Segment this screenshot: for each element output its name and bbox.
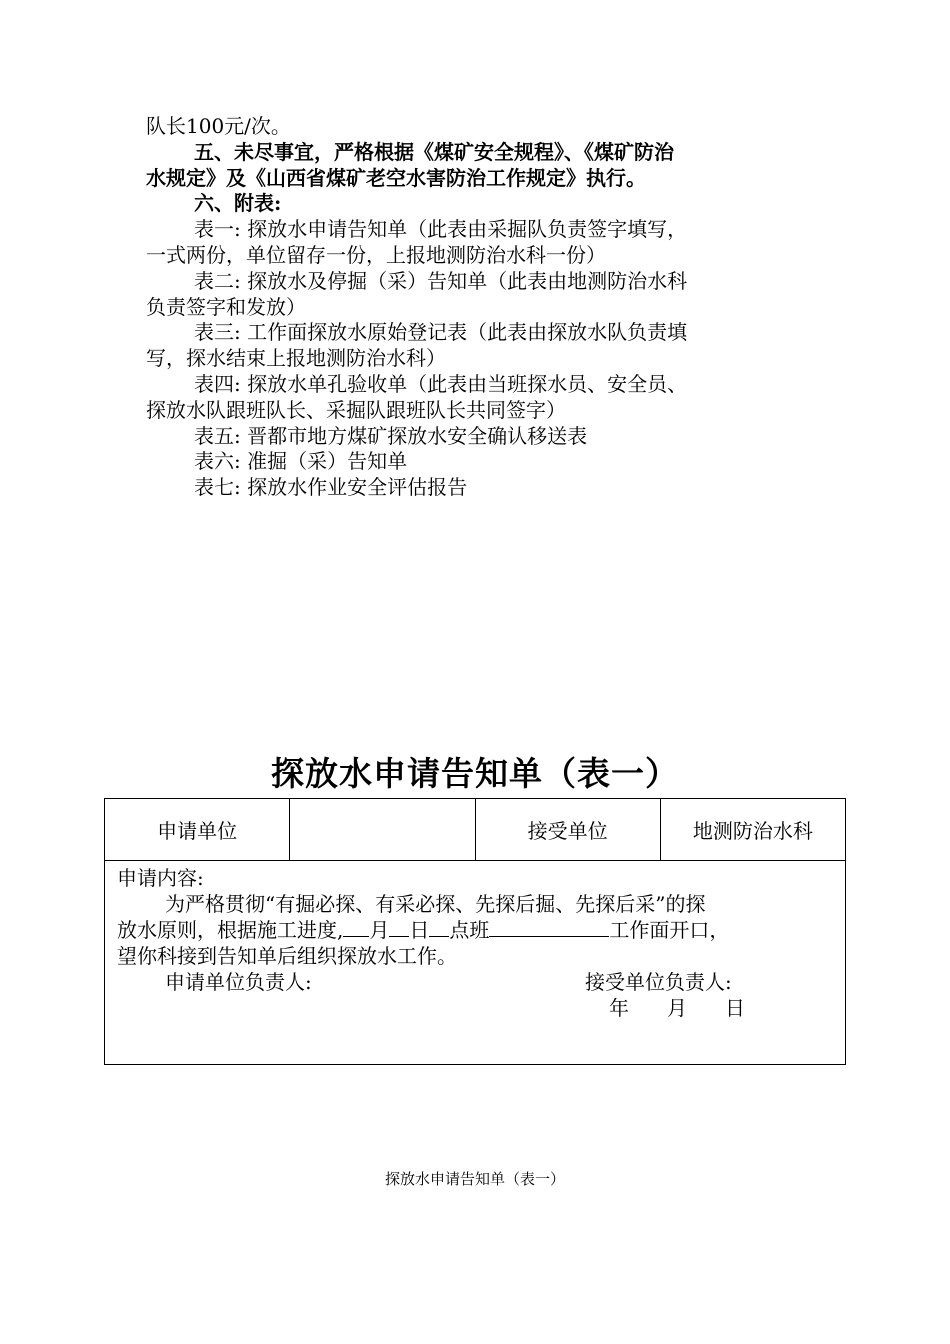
workface-blank[interactable] (489, 918, 609, 937)
body-line: 表三: 工作面探放水原始登记表（此表由探放水队负责填 (194, 320, 688, 345)
content-line-2 (117, 917, 835, 943)
body-line: 表一: 探放水申请告知单（此表由采掘队负责签字填写， (194, 217, 688, 242)
body-line: 探放水队跟班队长、采掘队跟班队长共同签字） (146, 397, 566, 422)
month-blank[interactable] (343, 918, 369, 937)
body-text (146, 114, 796, 501)
application-form-table (104, 798, 846, 1065)
content-label: 申请内容: (117, 866, 204, 890)
body-line: 表四: 探放水单孔验收单（此表由当班探水员、安全员、 (194, 371, 688, 396)
receiver-signature-label: 接受单位负责人: (585, 970, 732, 994)
body-line: 写，探水结束上报地测防治水科） (146, 346, 446, 371)
body-line: 水规定》及《山西省煤矿老空水害防治工作规定》执行。 (146, 165, 646, 190)
day-blank[interactable] (389, 918, 409, 937)
body-line: 负责签字和发放） (146, 294, 306, 319)
month-label: 月 (369, 918, 390, 942)
signature-row (117, 969, 835, 995)
date-day: 日 (725, 996, 745, 1020)
application-content (105, 861, 845, 1021)
shift-label: 点班 (449, 918, 490, 942)
content-line-1: 为严格贯彻“有掘必探、有采必探、先探后掘、先探后采”的探 (165, 892, 706, 916)
receiver-unit-value: 地测防治水科 (692, 819, 813, 843)
date-month: 月 (667, 996, 687, 1020)
body-line: 队长100元/次。 (146, 114, 291, 138)
body-line: 五、未尽事宜，严格根据《煤矿安全规程》、《煤矿防治 (194, 139, 674, 164)
body-line: 表二: 探放水及停掘（采）告知单（此表由地测防治水科 (194, 268, 688, 293)
page-footer: 探放水申请告知单（表一） (384, 1170, 565, 1188)
body-line: 表七: 探放水作业安全评估报告 (194, 475, 468, 500)
content-line-2-end: 工作面开口， (609, 918, 730, 942)
date-year: 年 (609, 996, 629, 1020)
shift-blank[interactable] (429, 918, 449, 937)
body-line: 一式两份，单位留存一份，上报地测防治水科一份） (146, 242, 606, 267)
receiver-unit-label: 接受单位 (476, 799, 661, 860)
applicant-unit-label: 申请单位 (105, 799, 290, 860)
body-line: 六、附表: (194, 191, 282, 216)
content-line-2-start: 放水原则，根据施工进度, (117, 918, 344, 942)
body-line: 表五: 晋都市地方煤矿探放水安全确认移送表 (194, 423, 588, 448)
date-row (117, 995, 835, 1021)
content-line-3: 望你科接到告知单后组织探放水工作。 (117, 944, 457, 968)
form-title: 探放水申请告知单（表一） (271, 754, 679, 793)
body-line: 表六: 准掘（采）告知单 (194, 449, 408, 474)
day-label: 日 (409, 918, 430, 942)
applicant-unit-value[interactable] (290, 799, 475, 860)
applicant-signature-label: 申请单位负责人: (165, 970, 312, 994)
form-header-row (105, 799, 845, 861)
